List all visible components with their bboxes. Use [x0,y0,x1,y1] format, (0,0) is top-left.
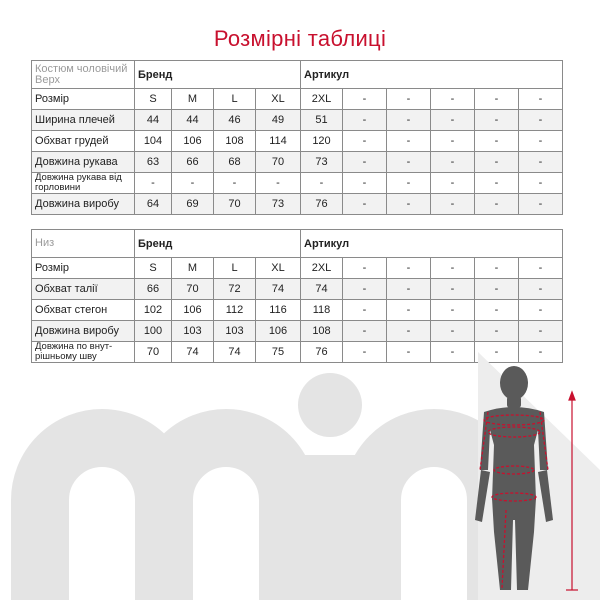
table-cell: - [519,89,563,110]
table-cell: - [387,342,431,363]
table-cell: - [431,279,475,300]
table-cell: 120 [301,131,343,152]
table-cell: - [519,279,563,300]
row-label: Довжина по внут-рішньому шву [32,342,135,363]
row-label: Довжина виробу [32,321,135,342]
table-cell: - [343,131,387,152]
row-label: Розмір [32,89,135,110]
table-cell: 73 [301,152,343,173]
table-cell: 68 [214,152,256,173]
table-cell: - [431,131,475,152]
table-cell: - [431,173,475,194]
table-cell: - [172,173,214,194]
table-cell: - [475,342,519,363]
table-cell: - [519,152,563,173]
table-cell: 75 [256,342,301,363]
table-cell: 116 [256,300,301,321]
table-cell: - [431,110,475,131]
table-cell: 70 [172,279,214,300]
table-cell: S [135,89,172,110]
table-cell: - [387,321,431,342]
article-header: Артикул [301,230,563,258]
table-cell: 106 [172,300,214,321]
table-cell: 64 [135,194,172,215]
table-cell: XL [256,258,301,279]
table-cell: 76 [301,342,343,363]
table-cell: 102 [135,300,172,321]
table-cell: - [343,110,387,131]
table-cell: - [431,194,475,215]
brand-header: Бренд [135,61,301,89]
table-cell: - [387,131,431,152]
table-cell: 74 [301,279,343,300]
table-cell: - [519,173,563,194]
table-category: Низ [32,230,135,258]
table-cell: 70 [214,194,256,215]
table-cell: 73 [256,194,301,215]
table-cell: - [475,110,519,131]
table-cell: 112 [214,300,256,321]
table-cell: - [519,321,563,342]
table-cell: 2XL [301,258,343,279]
row-label: Довжина рукава [32,152,135,173]
table-cell: - [135,173,172,194]
table-cell: - [519,342,563,363]
table-cell: 106 [256,321,301,342]
table-cell: - [431,342,475,363]
table-cell: 66 [172,152,214,173]
row-label: Ширина плечей [32,110,135,131]
table-cell: 76 [301,194,343,215]
table-cell: M [172,89,214,110]
table-cell: - [387,89,431,110]
table-cell: - [301,173,343,194]
table-cell: - [475,194,519,215]
table-cell: - [256,173,301,194]
table-cell: - [387,173,431,194]
table-cell: 69 [172,194,214,215]
table-cell: - [431,300,475,321]
row-label: Обхват грудей [32,131,135,152]
table-cell: 103 [214,321,256,342]
table-cell: - [343,300,387,321]
table-cell: 114 [256,131,301,152]
table-cell: - [214,173,256,194]
table-cell: - [343,194,387,215]
table-cell: 103 [172,321,214,342]
table-cell: 106 [172,131,214,152]
table-cell: 66 [135,279,172,300]
table-cell: L [214,258,256,279]
table-cell: 104 [135,131,172,152]
table-cell: - [519,300,563,321]
table-cell: 72 [214,279,256,300]
table-cell: - [387,110,431,131]
table-category: Костюм чоловічий Верх [32,61,135,89]
table-cell: - [475,131,519,152]
brand-header: Бренд [135,230,301,258]
table-cell: 70 [135,342,172,363]
table-cell: - [343,89,387,110]
table-cell: - [519,131,563,152]
table-cell: L [214,89,256,110]
table-cell: - [387,300,431,321]
table-cell: S [135,258,172,279]
table-cell: - [343,279,387,300]
table-cell: - [387,279,431,300]
table-cell: - [519,194,563,215]
row-label: Розмір [32,258,135,279]
table-cell: - [431,321,475,342]
article-header: Артикул [301,61,563,89]
table-cell: 63 [135,152,172,173]
table-cell: 118 [301,300,343,321]
table-cell: - [475,89,519,110]
table-cell: - [431,258,475,279]
page-title: Розмірні таблиці [213,26,387,51]
table-cell: - [387,258,431,279]
table-cell: - [343,152,387,173]
table-cell: - [343,321,387,342]
table-cell: - [431,152,475,173]
table-cell: - [387,152,431,173]
table-cell: M [172,258,214,279]
table-cell: 44 [172,110,214,131]
table-cell: 74 [172,342,214,363]
table-cell: - [519,258,563,279]
table-cell: - [475,279,519,300]
table-cell: - [343,173,387,194]
table-cell: 74 [214,342,256,363]
table-cell: XL [256,89,301,110]
table-cell: 46 [214,110,256,131]
table-cell: 108 [301,321,343,342]
table-cell: - [475,152,519,173]
row-label: Довжина виробу [32,194,135,215]
table-cell: - [343,342,387,363]
row-label: Довжина рукава від горловини [32,173,135,194]
table-cell: 49 [256,110,301,131]
table-cell: 74 [256,279,301,300]
table-cell: - [343,258,387,279]
table-cell: - [519,110,563,131]
table-cell: 100 [135,321,172,342]
table-cell: - [475,173,519,194]
table-cell: - [387,194,431,215]
table-cell: - [431,89,475,110]
table-cell: 44 [135,110,172,131]
row-label: Обхват стегон [32,300,135,321]
table-cell: - [475,258,519,279]
table-cell: 70 [256,152,301,173]
table-cell: 2XL [301,89,343,110]
table-cell: - [475,321,519,342]
table-cell: 51 [301,110,343,131]
row-label: Обхват талії [32,279,135,300]
table-cell: 108 [214,131,256,152]
table-cell: - [475,300,519,321]
